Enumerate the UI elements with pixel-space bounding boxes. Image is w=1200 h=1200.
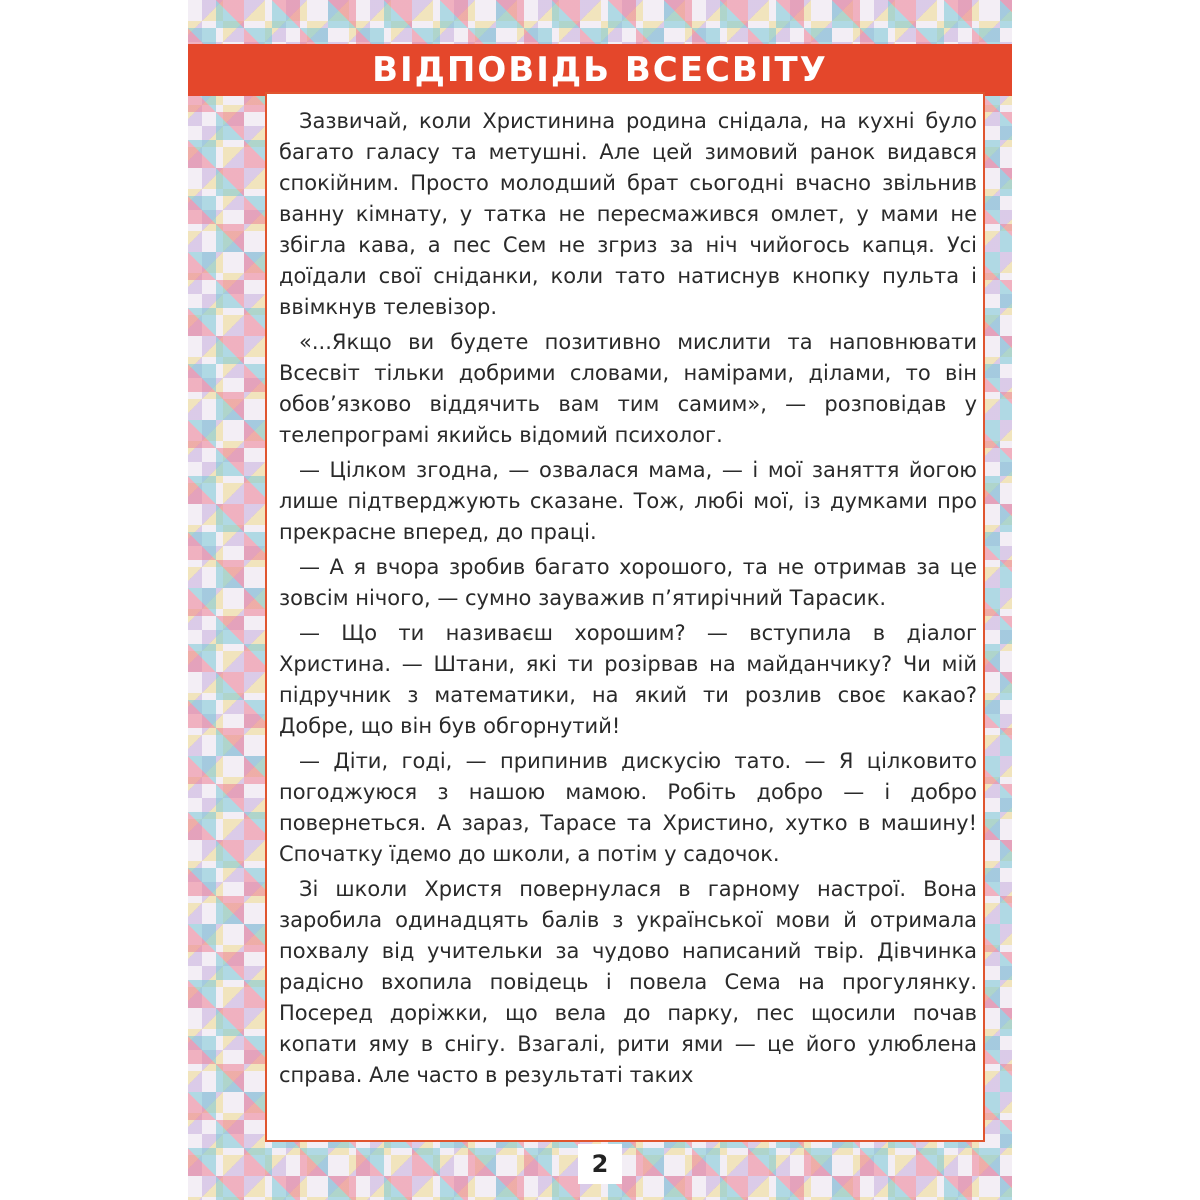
paragraph-6: — Діти, годі, — припинив дискусію тато. — Я цілковито погоджуюся з нашою мамою. Робіть добро — і добро повернеться. А зараз, Тарасе та Христино, хутко в машину! Спочатку їдемо до школи, а потім у садочок. — [279, 749, 977, 866]
paragraph-1: Зазвичай, коли Христинина родина снідала, на кухні було багато галасу та метушні. Але цей зимовий ранок видався спокійним. Просто молодший брат сьогодні вчасно звільнив ванну кімнату, у татка не пересмажився омлет, у мами не збігла кава, а пес Сем не згриз за ніч чийогось капця. Усі доїдали свої сніданки, коли тато натиснув кнопку пульта і ввімкнув телевізор. — [279, 109, 977, 319]
text-frame — [265, 92, 985, 1142]
page-title: ВІДПОВІДЬ ВСЕСВІТУ — [372, 50, 828, 90]
title-banner — [188, 44, 1012, 96]
page-number-box — [578, 1144, 622, 1184]
paragraph-5: — Що ти називаєш хорошим? — вступила в діалог Христина. — Штани, які ти розірвав на майданчику? Чи мій підручник з математики, на який ти розлив своє какао? Добре, що він був обгорнутий! — [279, 621, 977, 738]
paragraph-7: Зі школи Христя повернулася в гарному настрої. Вона заробила одинадцять балів з української мови й отримала похвалу від учительки за чудово написаний твір. Дівчинка радісно вхопила повідець і повела Сема на прогулянку. Посеред доріжки, що вела до парку, пес щосили почав копати яму в снігу. Взагалі, рити ями — це його улюблена справа. Але часто в результаті таких — [279, 877, 977, 1087]
story-text — [279, 106, 977, 1091]
paragraph-3: — Цілком згодна, — озвалася мама, — і мої заняття йогою лише підтверджують сказане. Тож, любі мої, із думками про прекрасне вперед, до праці. — [279, 458, 977, 544]
page-number: 2 — [591, 1150, 609, 1178]
paragraph-4: — А я вчора зробив багато хорошого, та не отримав за це зовсім нічого, — сумно зауважив п’ятирічний Тарасик. — [279, 555, 977, 610]
paragraph-2: «...Якщо ви будете позитивно мислити та наповнювати Всесвіт тільки добрими словами, намірами, ділами, то він обов’язково віддячить вам тим самим», — розповідав у телепрограмі якийсь відомий психолог. — [279, 330, 977, 447]
